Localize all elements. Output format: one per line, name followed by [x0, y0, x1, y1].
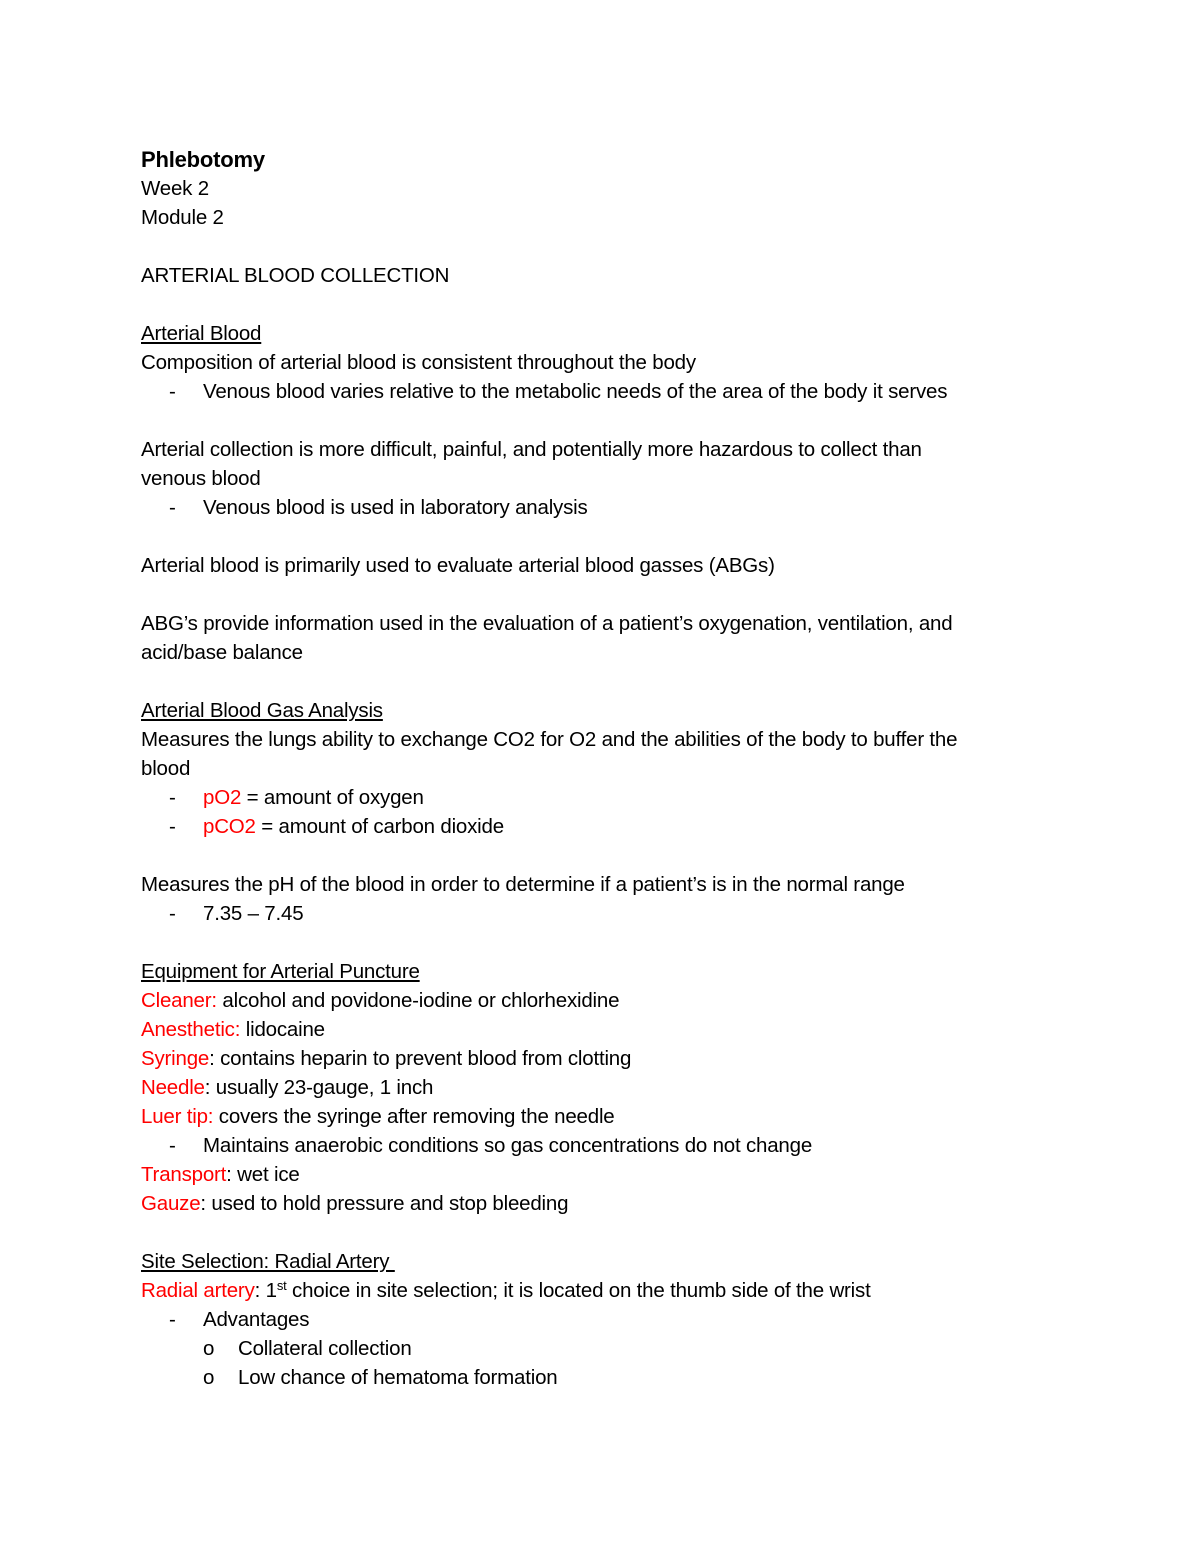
bullet-item [141, 1305, 1041, 1334]
bullet-item [141, 1131, 1041, 1160]
paragraph: Composition of arterial blood is consistent throughout the body [141, 351, 696, 374]
term-gauze: Gauze [141, 1192, 201, 1215]
bullet-text: Maintains anaerobic conditions so gas concentrations do not change [203, 1134, 813, 1157]
item-text: : contains heparin to prevent blood from clotting [209, 1047, 632, 1070]
equipment-item [141, 1073, 1041, 1102]
item-text: lidocaine [240, 1018, 325, 1041]
spacer [141, 841, 1041, 870]
term-cleaner: Cleaner: [141, 989, 217, 1012]
document-page [141, 144, 1041, 1392]
paragraph: Measures the lungs ability to exchange CO2 for O2 and the abilities of the body to buffer the [141, 728, 958, 751]
paragraph-cont: acid/base balance [141, 641, 303, 664]
item-text: : 1 [254, 1279, 277, 1302]
item-text: alcohol and povidone-iodine or chlorhexidine [216, 989, 620, 1012]
spacer [141, 522, 1041, 551]
term-luer-tip: Luer tip: [141, 1105, 214, 1128]
term-radial-artery: Radial artery [141, 1279, 255, 1302]
bullet-text: Venous blood is used in laboratory analysis [203, 496, 588, 519]
dash-marker: - [169, 1134, 176, 1157]
spacer [141, 290, 1041, 319]
circle-marker: o [203, 1337, 215, 1360]
equipment-item [141, 1102, 1041, 1131]
spacer [141, 1218, 1041, 1247]
dash-marker: - [169, 496, 176, 519]
bullet-item [141, 493, 1041, 522]
spacer [141, 406, 1041, 435]
item-text: covers the syringe after removing the needle [213, 1105, 615, 1128]
spacer [141, 667, 1041, 696]
term-po2: pO2 [203, 786, 242, 809]
spacer [141, 580, 1041, 609]
sub-bullet-item [141, 1334, 1041, 1363]
spacer [141, 232, 1041, 261]
bullet-item [141, 812, 1041, 841]
equipment-item [141, 1189, 1041, 1218]
term-needle: Needle [141, 1076, 205, 1099]
bullet-text: = amount of carbon dioxide [255, 815, 504, 838]
equipment-item [141, 1160, 1041, 1189]
week-label: Week 2 [141, 177, 209, 200]
sub-bullet-text: Low chance of hematoma formation [238, 1366, 558, 1389]
heading-arterial-blood: Arterial Blood [141, 322, 262, 345]
paragraph-cont: blood [141, 757, 191, 780]
item-text: : wet ice [226, 1163, 300, 1186]
paragraph: Arterial blood is primarily used to evaluate arterial blood gasses (ABGs) [141, 554, 775, 577]
bullet-item [141, 377, 1041, 406]
dash-marker: - [169, 1308, 176, 1331]
term-transport: Transport [141, 1163, 227, 1186]
dash-marker: - [169, 786, 176, 809]
paragraph: Measures the pH of the blood in order to determine if a patient’s is in the normal range [141, 873, 905, 896]
sub-bullet-text: Collateral collection [238, 1337, 412, 1360]
dash-marker: - [169, 380, 176, 403]
bullet-text: Venous blood varies relative to the metabolic needs of the area of the body it serves [203, 380, 948, 403]
bullet-text: Advantages [203, 1308, 310, 1331]
bullet-item [141, 899, 1041, 928]
term-pco2: pCO2 [203, 815, 256, 838]
term-syringe: Syringe [141, 1047, 210, 1070]
ordinal-suffix: st [276, 1278, 287, 1293]
bullet-item [141, 783, 1041, 812]
circle-marker: o [203, 1366, 215, 1389]
module-label: Module 2 [141, 206, 224, 229]
site-selection-item [141, 1276, 1041, 1305]
equipment-item [141, 986, 1041, 1015]
sub-bullet-item [141, 1363, 1041, 1392]
paragraph: ABG’s provide information used in the evaluation of a patient’s oxygenation, ventilation, and [141, 612, 953, 635]
item-text: choice in site selection; it is located on the thumb side of the wrist [286, 1279, 871, 1302]
paragraph-cont: venous blood [141, 467, 261, 490]
term-anesthetic: Anesthetic: [141, 1018, 241, 1041]
item-text: : usually 23-gauge, 1 inch [204, 1076, 434, 1099]
equipment-item [141, 1015, 1041, 1044]
spacer [141, 928, 1041, 957]
equipment-item [141, 1044, 1041, 1073]
heading-abg-analysis: Arterial Blood Gas Analysis [141, 699, 383, 722]
paragraph: Arterial collection is more difficult, painful, and potentially more hazardous to collect than [141, 438, 922, 461]
bullet-text: = amount of oxygen [241, 786, 424, 809]
heading-equipment: Equipment for Arterial Puncture [141, 960, 420, 983]
bullet-text: 7.35 – 7.45 [203, 902, 304, 925]
dash-marker: - [169, 902, 176, 925]
document-title: Phlebotomy [141, 147, 265, 172]
heading-site-selection: Site Selection: Radial Artery [141, 1250, 395, 1273]
item-text: : used to hold pressure and stop bleeding [200, 1192, 569, 1215]
section-title: ARTERIAL BLOOD COLLECTION [141, 264, 450, 287]
dash-marker: - [169, 815, 176, 838]
